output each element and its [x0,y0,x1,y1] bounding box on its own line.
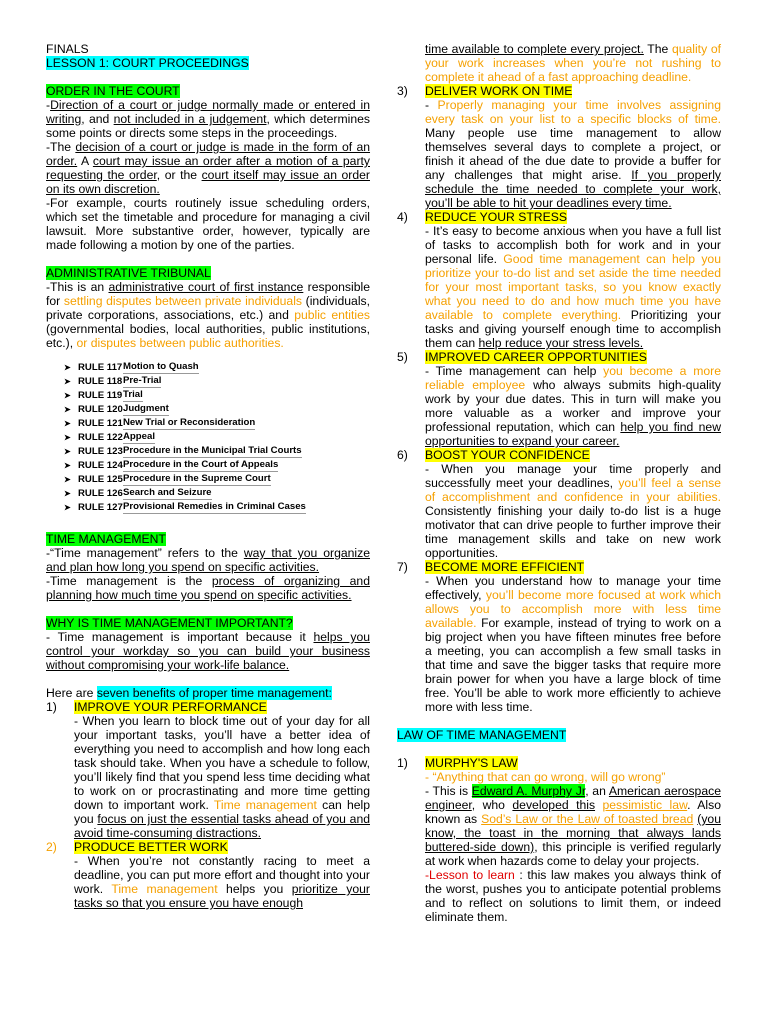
tm-paragraph-2: -Time management is the process of organizing and planning how much time you spend on specific activities. [46,574,370,602]
rule-item [64,458,370,472]
rule-number: RULE 127 [78,501,123,513]
benefit-2-continued: time available to complete every project. The quality of your work increases when you’re not rushing to complete it ahead of a fast approaching deadline. [425,42,721,84]
admin-paragraph: -This is an administrative court of first instance responsible for settling disputes between private individuals (individuals, private corporations, associations, etc.) and public entities (governmental bodies, local authorities, public institutions, etc.), or disputes between public authorities. [46,280,371,350]
tm-heading: TIME MANAGEMENT [46,532,166,546]
rule-title: Provisional Remedies in Criminal Cases [123,501,306,512]
rule-title: Trial [123,389,143,400]
benefit-7-text: - When you understand how to manage your time effectively, you’ll become more focused at work which allows you to accomplish more with less time available. For example, instead of trying to work on a big project when you have fifteen minutes free before a meeting, you can accomplish a few small tasks in that time and save the bigger tasks that require more brain power for when you have a large block of time free. You’ll be able to work more efficiently to achieve more with less time. [425,574,721,714]
arrow-bullet-icon: ➤ [64,446,71,456]
why-heading: WHY IS TIME MANAGEMENT IMPORTANT? [46,616,293,630]
benefit-3-heading: 3) DELIVER WORK ON TIME [397,84,573,98]
order-paragraph-3: -For example, courts routinely issue scheduling orders, which set the timetable and procedure for managing a civil lawsuit. More substantive order, however, typically are made following a motion by one of the parties. [46,196,370,252]
rules-list [64,360,370,514]
rule-item [64,430,370,444]
arrow-bullet-icon: ➤ [64,460,71,470]
murphys-law-quote: - “Anything that can go wrong, will go wrong” [425,770,666,784]
benefit-5-text: - Time management can help you become a more reliable employee who always submits high-quality work by your due dates. This in turn will make you more valuable as a worker and improve your professional reputation, which can help you find new opportunities to expand your career. [425,364,721,448]
rule-item [64,500,370,514]
rule-title: Pre-Trial [123,375,162,386]
arrow-bullet-icon: ➤ [64,432,71,442]
order-paragraph-2: -The decision of a court or judge is made in the form of an order. A court may issue an order after a motion of a party requesting the order, or the court itself may issue an order on its own discretion. [46,140,371,196]
rule-number: RULE 118 [78,375,123,387]
benefit-4-text: - It’s easy to become anxious when you have a full list of tasks to accomplish both for work and in your personal life. Good time management can help you prioritize your to-do list and set aside the time needed for your most important tasks, so you know exactly what you need to do and how much time you have available to complete everything. Prioritizing your tasks and giving yourself enough time to accomplish them can help reduce your stress levels. [425,224,722,350]
rule-title: Procedure in the Supreme Court [123,473,271,484]
order-heading: ORDER IN THE COURT [46,84,180,98]
rule-item [64,416,370,430]
murphys-law-lesson: -Lesson to learn : this law makes you always think of the worst, pushes you to anticipate potential problems and to reflect on solutions to limit them, or indeed eliminate them. [425,868,721,924]
rule-title: Procedure in the Municipal Trial Courts [123,445,302,456]
rule-number: RULE 120 [78,403,123,415]
admin-heading: ADMINISTRATIVE TRIBUNAL [46,266,211,280]
doc-title: FINALS [46,42,89,56]
murphys-law-heading: 1) MURPHY'S LAW [397,756,518,770]
arrow-bullet-icon: ➤ [64,390,71,400]
rule-number: RULE 121 [78,417,123,429]
arrow-bullet-icon: ➤ [64,376,71,386]
arrow-bullet-icon: ➤ [64,362,71,372]
law-heading: LAW OF TIME MANAGEMENT [397,728,567,742]
rule-item [64,444,370,458]
rule-item [64,388,370,402]
tm-paragraph-1: -“Time management” refers to the way that you organize and plan how long you spend on specific activities. [46,546,370,574]
benefit-7-heading: 7) BECOME MORE EFFICIENT [397,560,585,574]
arrow-bullet-icon: ➤ [64,418,71,428]
arrow-bullet-icon: ➤ [64,404,71,414]
arrow-bullet-icon: ➤ [64,502,71,512]
rule-number: RULE 125 [78,473,123,485]
rule-item [64,402,370,416]
benefit-2-text: - When you’re not constantly racing to meet a deadline, you can put more effort and thought into your work. Time management helps you prioritize your tasks so that you ensure you have enough [74,854,370,910]
benefit-6-heading: 6) BOOST YOUR CONFIDENCE [397,448,590,462]
rule-title: Appeal [123,431,155,442]
rule-item [64,360,370,374]
rule-number: RULE 119 [78,389,123,401]
left-column [46,42,370,910]
rule-number: RULE 124 [78,459,123,471]
benefit-4-heading: 4) REDUCE YOUR STRESS [397,210,567,224]
benefit-1-text: - When you learn to block time out of your day for all your important tasks, you’ll have a better idea of everything you need to accomplish and how long each task should take. When you have a schedule to follow, you’ll likely find that you spend less time deciding what to work on or procrastinating and more time getting down to important work. Time management can help you focus on just the essential tasks ahead of you and avoid time-consuming distractions. [74,714,371,840]
benefit-3-text: - Properly managing your time involves assigning every task on your list to a specific blocks of time. Many people use time management to allow themselves several days to complete a project, or finish it ahead of the due date to provide a buffer for any challenges that might arise. If you properly schedule the time needed to complete your work, you’ll be able to hit your deadlines every time. [425,98,721,210]
lesson-title: LESSON 1: COURT PROCEEDINGS [46,56,249,70]
rule-title: Motion to Quash [123,361,199,372]
rule-title: Search and Seizure [123,487,212,498]
benefit-6-text: - When you manage your time properly and successfully meet your deadlines, you’ll feel a sense of accomplishment and confidence in your abilities. Consistently finishing your daily to-do list is a huge motivator that can drive people to further improve their time management skills and take on new work opportunities. [425,462,721,560]
benefit-2-heading: 2) PRODUCE BETTER WORK [46,840,228,854]
arrow-bullet-icon: ➤ [64,474,71,484]
rule-item [64,472,370,486]
rule-title: New Trial or Reconsideration [123,417,256,428]
rule-title: Procedure in the Court of Appeals [123,459,279,470]
benefit-5-heading: 5) IMPROVED CAREER OPPORTUNITIES [397,350,647,364]
benefits-intro: Here are seven benefits of proper time management: [46,686,332,700]
rule-title: Judgment [123,403,169,414]
order-paragraph-1: -Direction of a court or judge normally made or entered in writing, and not included in a judgement, which determines some points or directs some steps in the proceedings. [46,98,371,140]
rule-number: RULE 123 [78,445,123,457]
arrow-bullet-icon: ➤ [64,488,71,498]
murphys-law-text: - This is Edward A. Murphy Jr, an American aerospace engineer, who developed this pessimistic law. Also known as Sod’s Law or the Law of toasted bread (you know, the toast in the morning that always lands buttered-side down), this principle is verified regularly at work when hazards come to delay your projects. [425,784,722,868]
rule-item [64,486,370,500]
rule-number: RULE 122 [78,431,123,443]
benefit-1-heading: 1) IMPROVE YOUR PERFORMANCE [46,700,267,714]
why-paragraph: - Time management is important because it helps you control your workday so you can build your business without compromising your work-life balance. [46,630,370,672]
right-column [397,42,721,924]
rule-item [64,374,370,388]
rule-number: RULE 117 [78,361,123,373]
rule-number: RULE 126 [78,487,123,499]
